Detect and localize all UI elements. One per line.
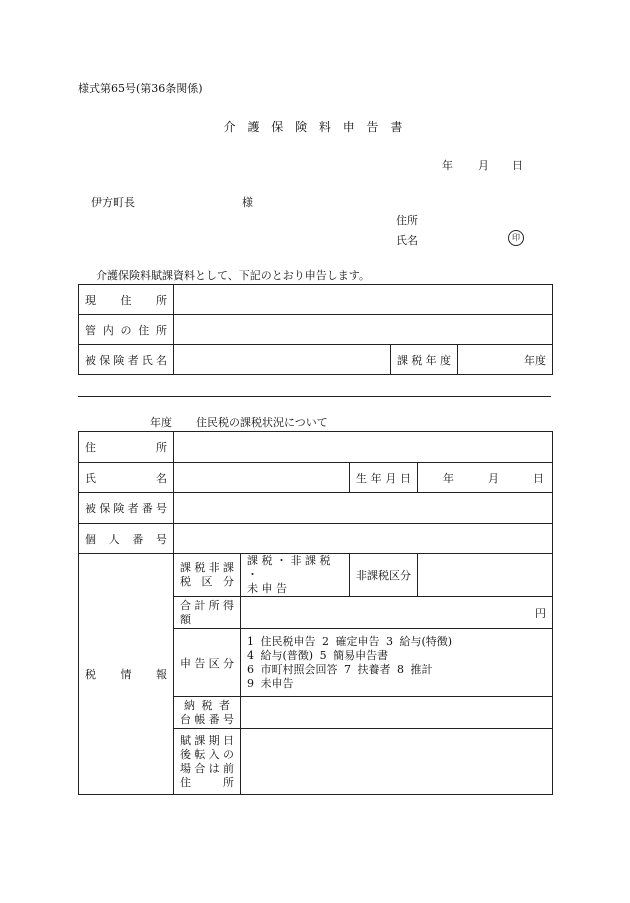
declaration-label: 申 告 区 分 — [174, 629, 241, 697]
tax-year-unit: 年度 — [524, 353, 547, 367]
date-day-label: 日 — [512, 159, 523, 172]
date-month-label: 月 — [478, 159, 489, 172]
section2-heading: 住民税の課税状況について — [196, 416, 328, 429]
tax-year-label: 課 税 年 度 — [391, 345, 458, 375]
birth-year-label: 年 — [443, 471, 454, 485]
name-label: 氏 名 — [79, 463, 174, 493]
yen-unit: 円 — [535, 606, 546, 620]
personal-number-label: 個 人 番 号 — [79, 524, 174, 554]
insured-name-field[interactable] — [174, 345, 391, 375]
total-income-label: 合 計 所 得 額 — [174, 597, 241, 629]
current-address-label: 現 住 所 — [79, 285, 174, 315]
insured-number-label: 被 保 険 者 番 号 — [79, 493, 174, 524]
intro-text: 介護保険料賦課資料として、下記のとおり申告します。 — [96, 269, 370, 282]
applicant-address-label: 住所 — [396, 214, 418, 227]
divider-line — [78, 396, 551, 397]
declaration-options[interactable] — [241, 629, 553, 697]
address-label: 住 所 — [79, 432, 174, 463]
birth-month-label: 月 — [488, 471, 499, 485]
declaration-option-line: 1 住民税申告 2 確定申告 3 給与(特徴) — [247, 634, 453, 648]
taxpayer-ledger-label: 納 税 者 台 帳 番 号 — [174, 697, 241, 729]
insured-number-field[interactable] — [174, 493, 553, 524]
birthdate-label: 生 年 月 日 — [350, 463, 418, 493]
tax-class-options[interactable]: 課 税 ・ 非 課 税 ・ 未 申 告 — [241, 554, 350, 597]
honorific: 様 — [242, 196, 253, 209]
seal-mark: 印 — [508, 230, 524, 246]
current-address-field[interactable] — [174, 285, 553, 315]
birthdate-field[interactable] — [418, 463, 553, 493]
applicant-table — [78, 284, 553, 375]
prior-address-field[interactable] — [241, 729, 553, 795]
tax-year-field[interactable] — [458, 345, 553, 375]
section2-year-label: 年度 — [150, 416, 172, 429]
declaration-option-line: 9 未申告 — [247, 676, 294, 690]
addressee: 伊方町長 — [91, 196, 135, 209]
local-address-field[interactable] — [174, 315, 553, 345]
tax-info-label: 税 情 報 — [79, 554, 174, 795]
insured-name-label: 被 保 険 者 氏 名 — [79, 345, 174, 375]
nontax-class-field[interactable] — [418, 554, 553, 597]
form-number: 様式第65号(第36条関係) — [78, 82, 203, 95]
birth-day-label: 日 — [533, 471, 544, 485]
tax-class-label: 課 税 非 課 税 区 分 — [174, 554, 241, 597]
local-address-label: 管 内 の 住 所 — [79, 315, 174, 345]
taxpayer-ledger-field[interactable] — [241, 697, 553, 729]
nontax-class-label: 非 課 税 区 分 — [350, 554, 418, 597]
name-field[interactable] — [174, 463, 350, 493]
page-title: 介 護 保 険 料 申 告 書 — [223, 120, 407, 134]
total-income-field[interactable] — [241, 597, 553, 629]
applicant-name-label: 氏名 — [396, 234, 418, 247]
date-year-label: 年 — [442, 159, 453, 172]
address-field[interactable] — [174, 432, 553, 463]
declaration-option-line: 4 給与(普徴) 5 簡易申告書 — [247, 648, 389, 662]
tax-status-table — [78, 431, 553, 795]
personal-number-field[interactable] — [174, 524, 553, 554]
declaration-option-line: 6 市町村照会回答 7 扶養者 8 推計 — [247, 662, 433, 676]
prior-address-label: 賦 課 期 日 後 転 入 の 場 合 は 前 住 所 — [174, 729, 241, 795]
